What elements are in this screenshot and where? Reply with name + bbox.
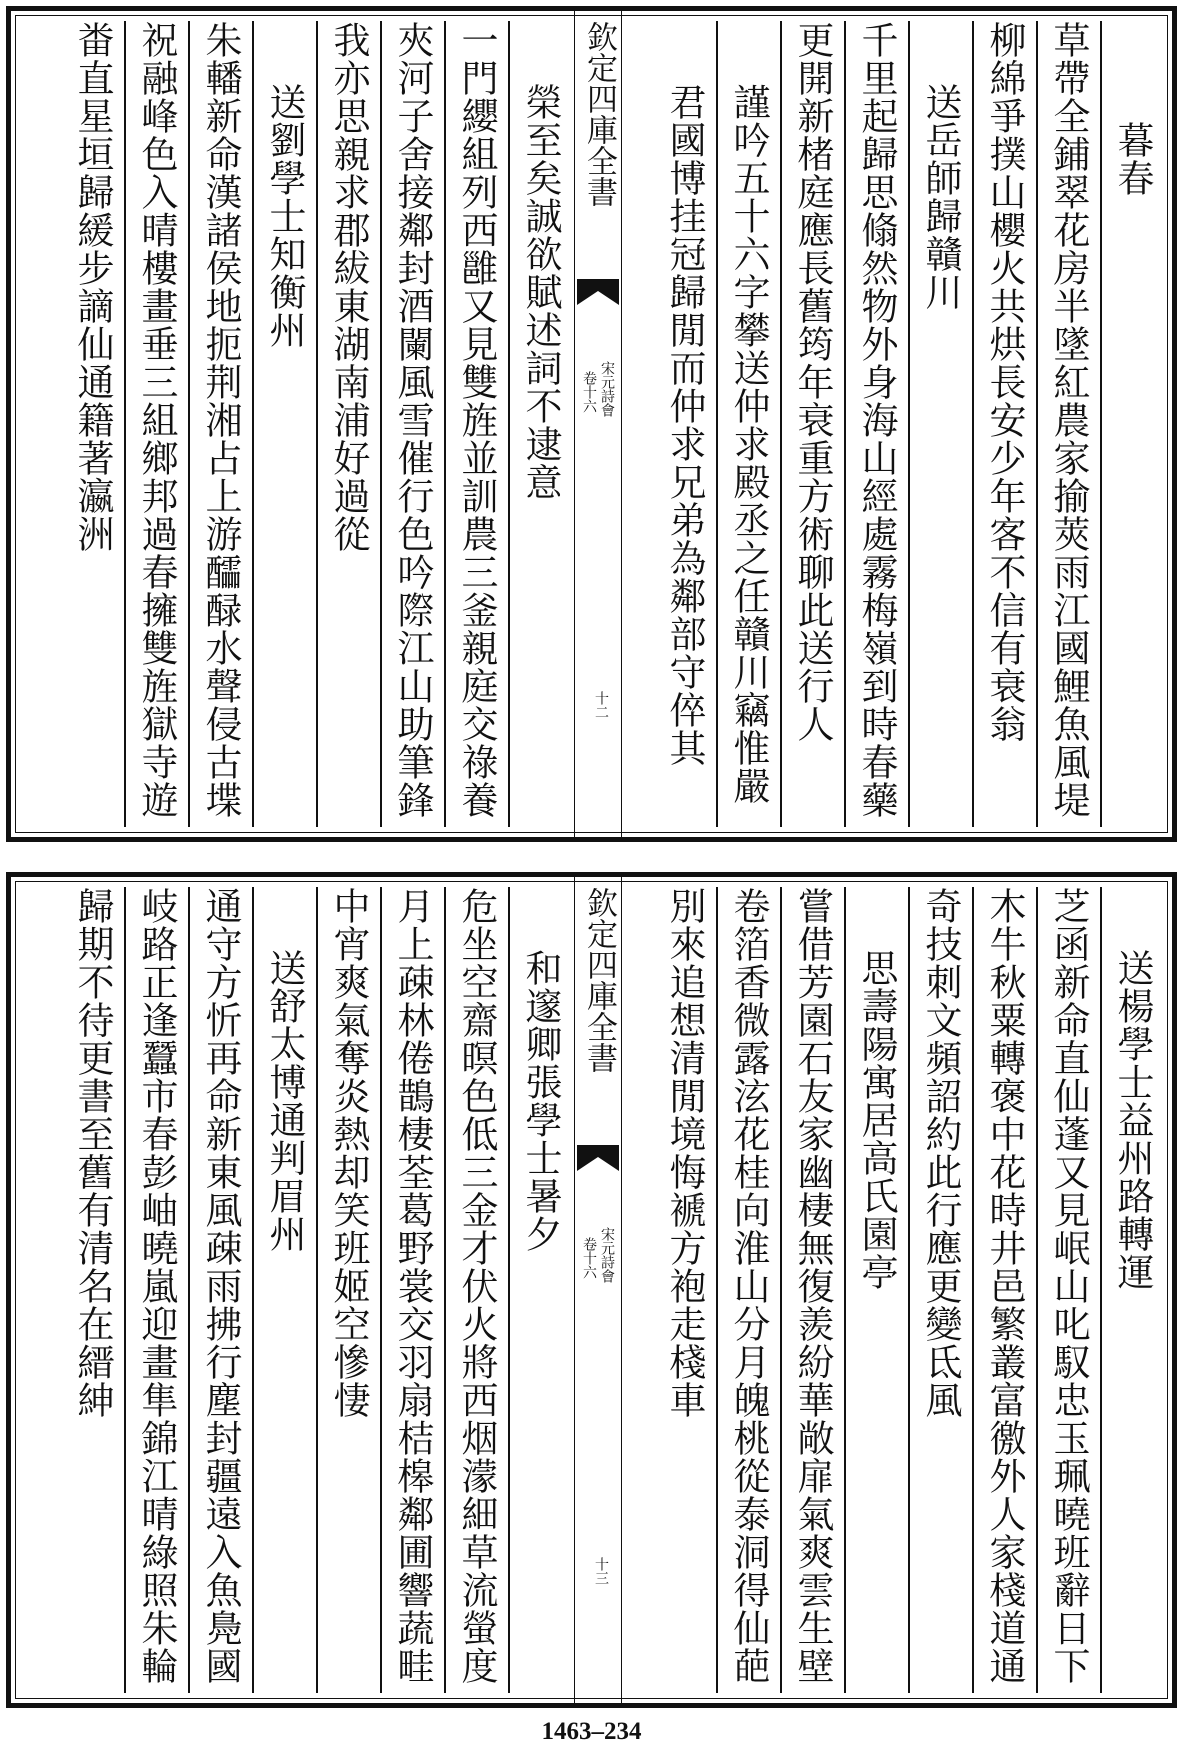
bottom-left-column-6: 通守方忻再命新東風疎雨拂行塵封疆遠入魚鳧國 bbox=[199, 887, 242, 1685]
bottom-left-rule-4 bbox=[316, 887, 318, 1693]
top-center-column bbox=[574, 11, 622, 837]
top-left-column-2: 一門纓組列西雝又見雙旌並訓農三釜親庭交祿養 bbox=[455, 21, 498, 819]
bottom-right-column-3: 木牛秋粟轉褒中花時井邑繁叢富徼外人家棧道通 bbox=[983, 887, 1026, 1685]
bottom-left-rule-7 bbox=[124, 887, 126, 1693]
top-right-rule-2 bbox=[1036, 21, 1038, 827]
bottom-right-column-5: 思壽陽寓居高氏園亭 bbox=[855, 949, 898, 1291]
top-right-rule-7 bbox=[716, 21, 718, 827]
top-left-rule-2 bbox=[444, 21, 446, 827]
top-right-column-5: 千里起歸思翛然物外身海山經處霧梅嶺到時春藥 bbox=[855, 21, 898, 819]
bottom-right-rule-5 bbox=[844, 887, 846, 1693]
bottom-right-rule-3 bbox=[972, 887, 974, 1693]
top-book-title: 欽定四庫全書 bbox=[581, 21, 617, 207]
bottom-left-rule-3 bbox=[380, 887, 382, 1693]
top-right-rule-6 bbox=[780, 21, 782, 827]
bottom-left-column-2: 危坐空齋暝色低三金才伏火將西烟濛細草流螢度 bbox=[455, 887, 498, 1685]
bottom-page-number: 十三 bbox=[593, 1557, 609, 1585]
top-page-panel bbox=[6, 6, 1177, 842]
bottom-right-rule-6 bbox=[780, 887, 782, 1693]
bottom-left-column-8: 歸期不待更書至舊有清名在縉紳 bbox=[71, 887, 114, 1419]
top-left-rule-3 bbox=[380, 21, 382, 827]
bottom-right-column-8: 別來追想清閒境悔褫方袍走棧車 bbox=[663, 887, 706, 1419]
top-left-column-3: 夾河子舍接鄰封酒闌風雪催行色吟際江山助筆鋒 bbox=[391, 21, 434, 819]
top-right-rule-3 bbox=[972, 21, 974, 827]
top-left-column-7: 祝融峰色入晴樓畫垂三組鄉邦過春擁雙旌獄寺遊 bbox=[135, 21, 178, 819]
top-left-rule-5 bbox=[252, 21, 254, 827]
top-left-column-1: 榮至矣誠欲賦述詞不逮意 bbox=[519, 83, 562, 501]
bottom-left-rule-2 bbox=[444, 887, 446, 1693]
top-left-rule-4 bbox=[316, 21, 318, 827]
top-fish-tail-mark bbox=[577, 279, 619, 307]
page-reference-number: 1463–234 bbox=[541, 1718, 642, 1745]
top-left-rule-7 bbox=[124, 21, 126, 827]
bottom-center-column bbox=[574, 877, 622, 1703]
bottom-right-rule-4 bbox=[908, 887, 910, 1693]
bottom-book-title: 欽定四庫全書 bbox=[581, 887, 617, 1073]
top-right-rule-4 bbox=[908, 21, 910, 827]
bottom-fish-tail-mark bbox=[577, 1145, 619, 1173]
top-right-column-3: 柳綿爭撲山櫻火共烘長安少年客不信有衰翁 bbox=[983, 21, 1026, 743]
bottom-left-rule-5 bbox=[252, 887, 254, 1693]
top-right-column-7: 謹吟五十六字攀送仲求殿丞之任贛川竊惟嚴 bbox=[727, 83, 770, 805]
bottom-left-rule-1 bbox=[508, 887, 510, 1693]
top-right-column-2: 草帶全鋪翠花房半墜紅農家揄莢雨江國鯉魚風堤 bbox=[1047, 21, 1090, 819]
top-right-column-6: 更開新楮庭應長舊筠年衰重方術聊此送行人 bbox=[791, 21, 834, 743]
bottom-left-column-7: 岐路正逢蠶市春彭岫曉嵐迎畫隼錦江晴綠照朱輪 bbox=[135, 887, 178, 1685]
top-left-rule-6 bbox=[188, 21, 190, 827]
bottom-right-rule-1 bbox=[1100, 887, 1102, 1693]
top-right-rule-1 bbox=[1100, 21, 1102, 827]
top-left-column-8: 畨直星垣歸緩步謫仙通籍著瀛洲 bbox=[71, 21, 114, 553]
top-left-column-5: 送劉學士知衡州 bbox=[263, 83, 306, 349]
top-page-number: 十二 bbox=[593, 691, 609, 719]
bottom-right-column-1: 送楊學士益州路轉運 bbox=[1111, 949, 1154, 1291]
bottom-right-column-6: 嘗借芳園石友家幽棲無復羨紛華敞扉氣爽雲生壁 bbox=[791, 887, 834, 1685]
top-right-column-1: 暮春 bbox=[1111, 121, 1154, 197]
top-right-rule-5 bbox=[844, 21, 846, 827]
bottom-right-column-4: 奇技刺文頻詔約此行應更變氐風 bbox=[919, 887, 962, 1419]
top-left-column-4: 我亦思親求郡紱東湖南浦好過從 bbox=[327, 21, 370, 553]
top-collection-name: 宋元詩會 bbox=[599, 361, 615, 417]
bottom-right-rule-7 bbox=[716, 887, 718, 1693]
bottom-right-rule-2 bbox=[1036, 887, 1038, 1693]
top-right-column-4: 送岳師歸贛川 bbox=[919, 83, 962, 311]
bottom-right-column-2: 芝函新命直仙蓬又見岷山叱馭忠玉珮曉班辭日下 bbox=[1047, 887, 1090, 1685]
top-volume-number: 卷十六 bbox=[581, 371, 597, 413]
bottom-left-column-5: 送舒太博通判眉州 bbox=[263, 949, 306, 1253]
bottom-left-column-4: 中宵爽氣奪炎熱却笑班姬空慘悽 bbox=[327, 887, 370, 1419]
bottom-volume-number: 卷十六 bbox=[581, 1237, 597, 1279]
top-left-column-6: 朱轓新命漢諸侯地扼荆湘占上游醽醁水聲侵古堞 bbox=[199, 21, 242, 819]
bottom-left-column-3: 月上疎林倦鵲棲荃葛野裳交羽扇桔槔鄰圃響蔬畦 bbox=[391, 887, 434, 1685]
bottom-page-panel bbox=[6, 872, 1177, 1708]
bottom-right-column-7: 卷箔香微露泫花桂向淮山分月魄桃從泰洞得仙葩 bbox=[727, 887, 770, 1685]
bottom-left-column-1: 和邃卿張學士暑夕 bbox=[519, 949, 562, 1253]
top-left-rule-1 bbox=[508, 21, 510, 827]
bottom-left-rule-6 bbox=[188, 887, 190, 1693]
top-right-column-8: 君國博挂冠歸閒而仲求兄弟為鄰部守倅其 bbox=[663, 83, 706, 767]
bottom-collection-name: 宋元詩會 bbox=[599, 1227, 615, 1283]
